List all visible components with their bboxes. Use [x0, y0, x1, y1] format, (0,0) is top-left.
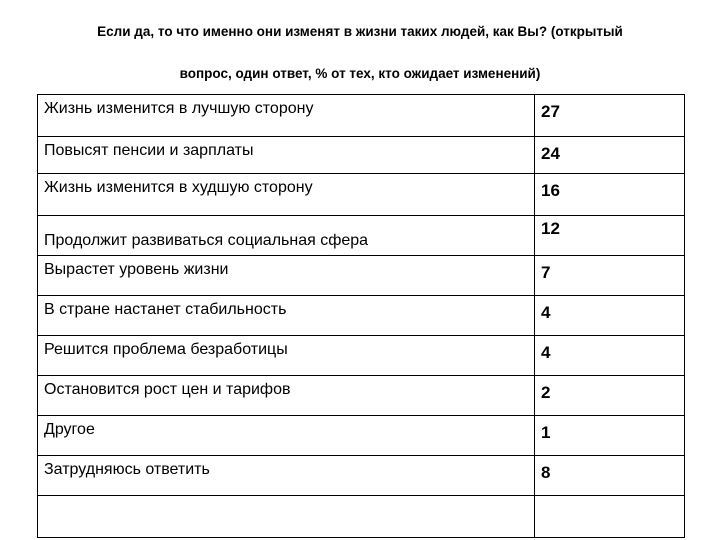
row-value: 1: [535, 416, 685, 456]
question-title-line-1: Если да, то что именно они изменят в жизни таких людей, как Вы? (открытый: [97, 24, 623, 39]
table-row: [38, 216, 685, 256]
table-row: [38, 137, 685, 174]
table-row: [38, 174, 685, 216]
row-label: Продолжит развиваться социальная сфера: [38, 216, 535, 256]
row-value: 7: [535, 256, 685, 296]
row-label: Жизнь изменится в худшую сторону: [38, 174, 535, 216]
row-value: 4: [535, 296, 685, 336]
empty-cell: [535, 496, 685, 538]
row-value: 2: [535, 376, 685, 416]
question-title-line-2: вопрос, один ответ, % от тех, кто ожидает изменений): [179, 66, 541, 81]
row-label: В стране настанет стабильность: [38, 296, 535, 336]
row-value: 16: [535, 174, 685, 216]
table-row: [38, 416, 685, 456]
row-value: 12: [535, 216, 685, 256]
row-label: Другое: [38, 416, 535, 456]
table-row: [38, 336, 685, 376]
row-label: Решится проблема безработицы: [38, 336, 535, 376]
results-table: [37, 94, 685, 538]
row-label: Вырастет уровень жизни: [38, 256, 535, 296]
row-value: 4: [535, 336, 685, 376]
row-value: 27: [535, 95, 685, 137]
table-row: [38, 95, 685, 137]
row-value: 24: [535, 137, 685, 174]
table-row: [38, 376, 685, 416]
row-label: Остановится рост цен и тарифов: [38, 376, 535, 416]
empty-cell: [38, 496, 535, 538]
row-label: Повысят пенсии и зарплаты: [38, 137, 535, 174]
row-label: Затрудняюсь ответить: [38, 456, 535, 496]
table-row: [38, 296, 685, 336]
row-label: Жизнь изменится в лучшую сторону: [38, 95, 535, 137]
row-value: 8: [535, 456, 685, 496]
table-row: [38, 456, 685, 496]
table-row: [38, 256, 685, 296]
empty-table-row: [38, 496, 685, 538]
